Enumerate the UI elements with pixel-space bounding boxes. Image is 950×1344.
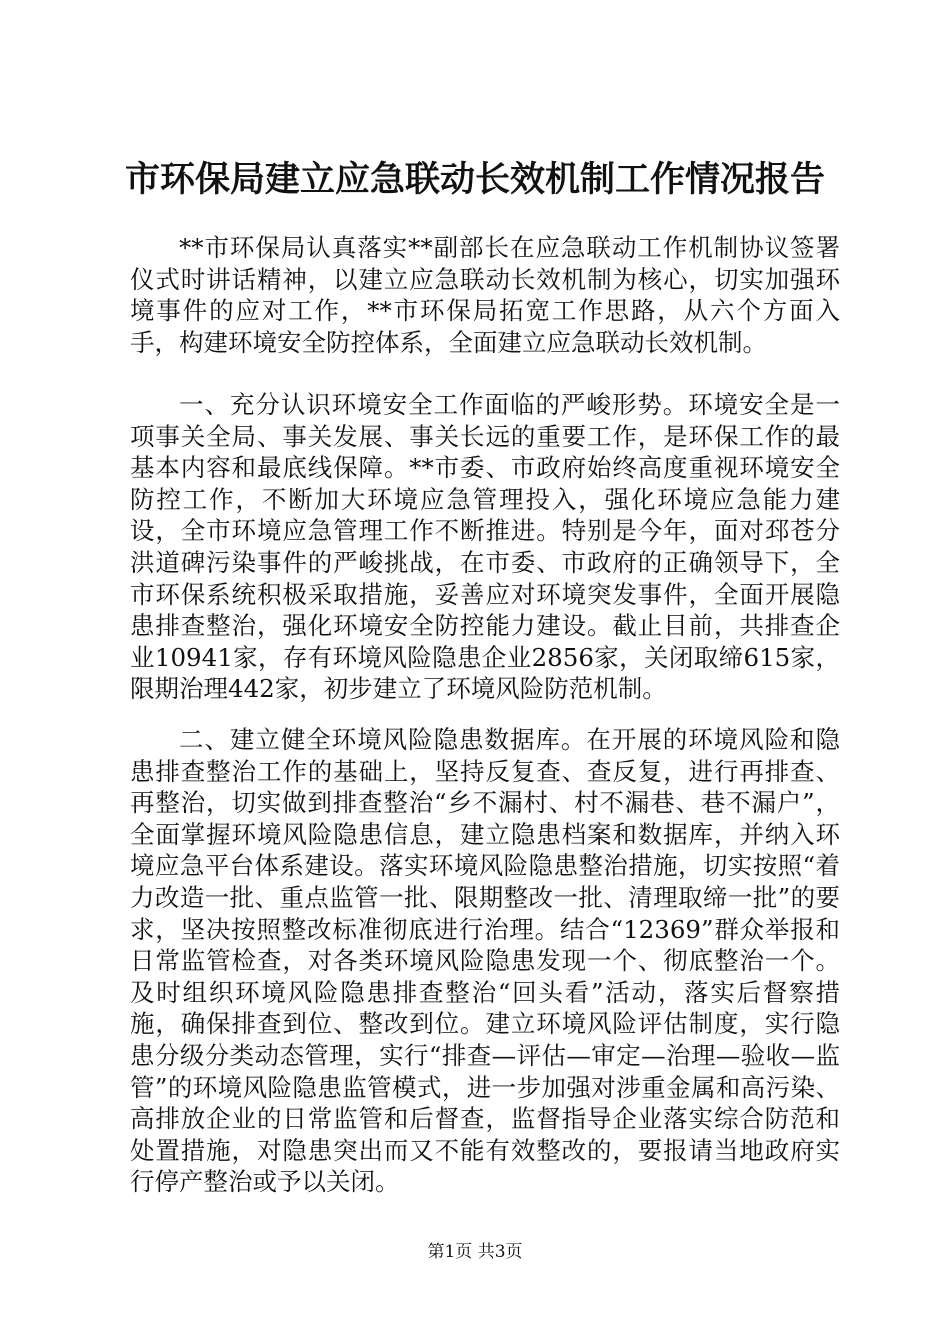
document-title: 市环保局建立应急联动长效机制工作情况报告 xyxy=(124,159,825,200)
section-one-paragraph: 一、充分认识环境安全工作面临的严峻形势。环境安全是一项事关全局、事关发展、事关长远的重要工作，是环保工作的最基本内容和最底线保障。**市委、市政府始终高度重视环境安全防控工作，不断加大环境应急管理投入，强化环境应急能力建设，全市环境应急管理工作不断推进。特别是今年，面对邳苍分洪道碑污染事件的严峻挑战，在市委、市政府的正确领导下，全市环保系统积极采取措施，妥善应对环境突发事件，全面开展隐患排查整治，强化环境安全防控能力建设。截止目前，共排查企业10941家，存有环境风险隐患企业2856家，关闭取缔615家，限期治理442家，初步建立了环境风险防范机制。 xyxy=(130,390,840,704)
section-two-paragraph: 二、建立健全环境风险隐患数据库。在开展的环境风险和隐患排查整治工作的基础上，坚持反复查、查反复，进行再排查、再整治，切实做到排查整治“乡不漏村、村不漏巷、巷不漏户”，全面掌握环境风险隐患信息，建立隐患档案和数据库，并纳入环境应急平台体系建设。落实环境风险隐患整治措施，切实按照“着力改造一批、重点监管一批、限期整改一批、清理取缔一批”的要求，坚决按照整改标准彻底进行治理。结合“12369”群众举报和日常监管检查，对各类环境风险隐患发现一个、彻底整治一个。及时组织环境风险隐患排查整治“回头看”活动，落实后督察措施，确保排查到位、整改到位。建立环境风险评估制度，实行隐患分级分类动态管理，实行“排查—评估—审定—治理—验收—监管”的环境风险隐患监管模式，进一步加强对涉重金属和高污染、高排放企业的日常监管和后督查，监督指导企业落实综合防范和处置措施，对隐患突出而又不能有效整改的，要报请当地政府实行停产整治或予以关闭。 xyxy=(130,725,840,1197)
intro-paragraph: **市环保局认真落实**副部长在应急联动工作机制协议签署仪式时讲话精神，以建立应急联动长效机制为核心，切实加强环境事件的应对工作，**市环保局拓宽工作思路，从六个方面入手，构建环境安全防控体系，全面建立应急联动长效机制。 xyxy=(130,233,840,357)
page-number-footer: 第1页 共3页 xyxy=(427,1242,523,1262)
